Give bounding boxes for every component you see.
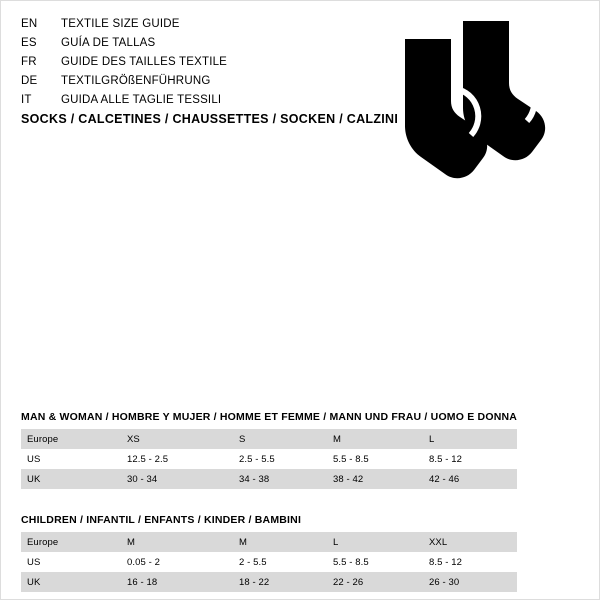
table-cell: 2.5 - 5.5 — [233, 449, 327, 469]
language-label: GUIDE DES TAILLES TEXTILE — [61, 56, 228, 68]
table-cell: L — [423, 429, 517, 449]
table-cell: 5.5 - 8.5 — [327, 449, 423, 469]
table-cell: 34 - 38 — [233, 469, 327, 489]
language-code: ES — [21, 37, 37, 49]
table-cell: Europe — [21, 429, 121, 449]
table-row — [21, 469, 517, 489]
table-cell: 38 - 42 — [327, 469, 423, 489]
table-cell: UK — [21, 572, 121, 592]
language-row — [21, 75, 361, 94]
table-cell: S — [233, 429, 327, 449]
table-cell: 30 - 34 — [121, 469, 233, 489]
socks-illustration — [401, 19, 581, 179]
table-cell: XXL — [423, 532, 517, 552]
table-cell: 26 - 30 — [423, 572, 517, 592]
table-row — [21, 552, 517, 572]
table-cell: UK — [21, 469, 121, 489]
language-label: GUIDA ALLE TAGLIE TESSILI — [61, 94, 222, 106]
language-label: GUÍA DE TALLAS — [61, 37, 156, 49]
language-code: DE — [21, 75, 38, 87]
children-size-section — [21, 514, 581, 592]
language-row — [21, 37, 361, 56]
table-cell: 22 - 26 — [327, 572, 423, 592]
table-cell: 2 - 5.5 — [233, 552, 327, 572]
page-title: SOCKS / CALCETINES / CHAUSSETTES / SOCKEN / CALZINI — [21, 112, 399, 126]
sock-icon — [401, 19, 581, 179]
adult-size-section — [21, 411, 581, 489]
table-row — [21, 429, 517, 449]
table-cell: 18 - 22 — [233, 572, 327, 592]
language-list — [21, 18, 361, 113]
table-cell: 42 - 46 — [423, 469, 517, 489]
adult-size-table — [21, 429, 517, 489]
table-cell: L — [327, 532, 423, 552]
children-section-title: CHILDREN / INFANTIL / ENFANTS / KINDER / BAMBINI — [21, 514, 302, 526]
table-cell: 0.05 - 2 — [121, 552, 233, 572]
table-row — [21, 449, 517, 469]
language-label: TEXTILE SIZE GUIDE — [61, 18, 180, 30]
table-cell: 8.5 - 12 — [423, 552, 517, 572]
language-code: IT — [21, 94, 32, 106]
table-cell: 8.5 - 12 — [423, 449, 517, 469]
language-row — [21, 94, 361, 113]
table-cell: M — [233, 532, 327, 552]
language-code: FR — [21, 56, 37, 68]
language-row — [21, 18, 361, 37]
table-cell: M — [327, 429, 423, 449]
table-cell: M — [121, 532, 233, 552]
language-label: TEXTILGRÖßENFÜHRUNG — [61, 75, 211, 87]
language-code: EN — [21, 18, 38, 30]
table-row — [21, 572, 517, 592]
table-cell: XS — [121, 429, 233, 449]
children-size-table — [21, 532, 517, 592]
adult-section-title: MAN & WOMAN / HOMBRE Y MUJER / HOMME ET FEMME / MANN UND FRAU / UOMO E DONNA — [21, 411, 518, 423]
table-row — [21, 532, 517, 552]
table-cell: 5.5 - 8.5 — [327, 552, 423, 572]
table-cell: 16 - 18 — [121, 572, 233, 592]
table-cell: 12.5 - 2.5 — [121, 449, 233, 469]
language-row — [21, 56, 361, 75]
table-cell: US — [21, 449, 121, 469]
table-cell: Europe — [21, 532, 121, 552]
table-cell: US — [21, 552, 121, 572]
